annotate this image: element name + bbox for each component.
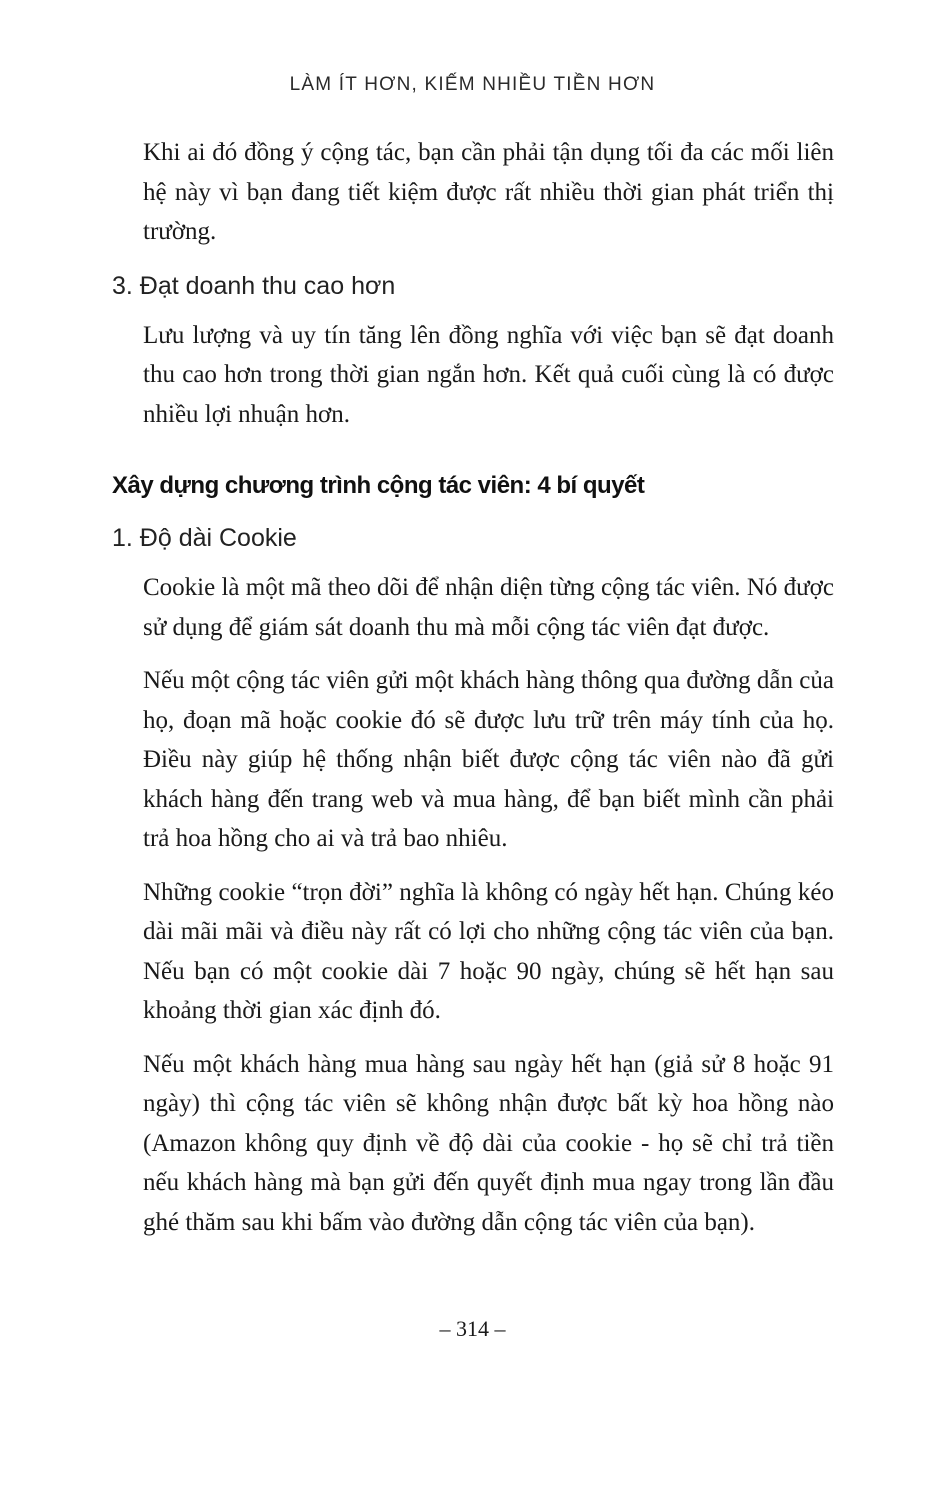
intro-paragraph: Khi ai đó đồng ý cộng tác, bạn cần phải tận dụng tối đa các mối liên hệ này vì bạn đang tiết kiệm được rất nhiều thời gian phát triển thị trường.	[143, 139, 834, 245]
list-item-3-title: 3. Đạt doanh thu cao hơn	[112, 271, 396, 300]
lifetime-cookie-paragraph: Những cookie “trọn đời” nghĩa là không có ngày hết hạn. Chúng kéo dài mãi mãi và điều này rất có lợi cho những cộng tác viên của bạn. Nếu bạn có một cookie dài 7 hoặc 90 ngày, chúng sẽ hết hạn sau khoảng thời gian xác định đó.	[143, 878, 834, 1024]
section-heading: Xây dựng chương trình cộng tác viên: 4 bí quyết	[112, 472, 645, 499]
list-item-1-title: 1. Độ dài Cookie	[112, 524, 297, 552]
running-header: LÀM ÍT HƠN, KIẾM NHIỀU TIỀN HƠN	[289, 74, 656, 95]
cookie-storage-paragraph: Nếu một cộng tác viên gửi một khách hàng thông qua đường dẫn của họ, đoạn mã hoặc cookie đó sẽ được lưu trữ trên máy tính của họ. Điều này giúp hệ thống nhận biết được cộng tác viên nào đã gửi khách hàng đến trang web và mua hàng, để bạn biết mình cần phải trả hoa hồng cho ai và trả bao nhiêu.	[143, 667, 834, 852]
page-body	[112, 133, 834, 1256]
cookie-definition-paragraph: Cookie là một mã theo dõi để nhận diện từng cộng tác viên. Nó được sử dụng để giám sát doanh thu mà mỗi cộng tác viên đạt được.	[143, 574, 834, 641]
item-3-paragraph: Lưu lượng và uy tín tăng lên đồng nghĩa với việc bạn sẽ đạt doanh thu cao hơn trong thời gian ngắn hơn. Kết quả cuối cùng là có được nhiều lợi nhuận hơn.	[143, 321, 834, 428]
page-number: – 314 –	[439, 1316, 506, 1341]
cookie-expiry-paragraph: Nếu một khách hàng mua hàng sau ngày hết hạn (giả sử 8 hoặc 91 ngày) thì cộng tác viên sẽ không nhận được bất kỳ hoa hồng nào (Amazon không quy định về độ dài của cookie - họ sẽ chỉ trả tiền nếu khách hàng mà bạn gửi đến quyết định mua ngay trong lần đầu ghé thăm sau khi bấm vào đường dẫn cộng tác viên của bạn).	[143, 1050, 834, 1236]
